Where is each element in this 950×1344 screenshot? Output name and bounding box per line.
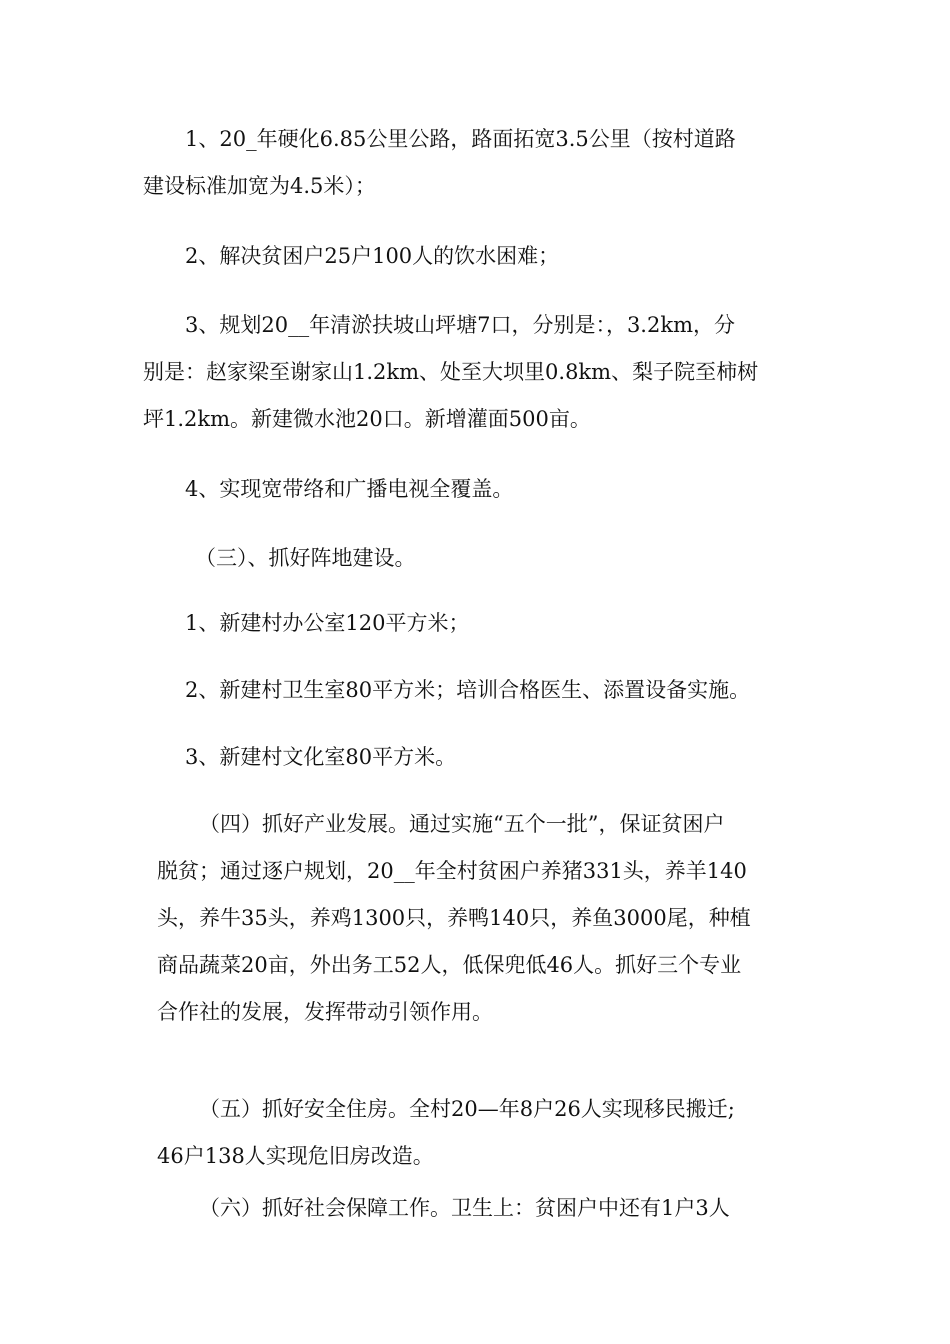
text-line: （六）抓好社会保障工作。卫生上：贫困户中还有1户3人 [199, 1196, 730, 1220]
paragraph-pond-dredging [143, 302, 811, 443]
paragraph-broadband-coverage [143, 466, 811, 513]
text-line: 2、解决贫困户25户100人的饮水困难； [185, 244, 560, 268]
paragraph-industry-development [143, 801, 811, 1036]
text-line: 1、20_年硬化6.85公里公路，路面拓宽3.5公里（按村道路 [185, 127, 736, 151]
paragraph-drinking-water [143, 233, 811, 280]
text-line: 2、新建村卫生室80平方米；培训合格医生、添置设备实施。 [185, 678, 751, 702]
text-line: 3、新建村文化室80平方米。 [185, 745, 457, 769]
section-heading-site-construction [143, 535, 811, 582]
text-line: （五）抓好安全住房。全村20—年8户26人实现移民搬迁; [199, 1097, 735, 1121]
paragraph-clinic [143, 667, 811, 714]
text-line: 合作社的发展，发挥带动引领作用。 [157, 1000, 493, 1024]
paragraph-village-office [143, 600, 811, 647]
text-line: 坪1.2km。新建微水池20口。新增灌面500亩。 [143, 407, 591, 431]
text-line: 脱贫；通过逐户规划，20__年全村贫困户养猪331头，养羊140 [157, 859, 747, 883]
text-line: 46户138人实现危旧房改造。 [157, 1144, 434, 1168]
text-line: （四）抓好产业发展。通过实施“五个一批”，保证贫困户 [199, 812, 725, 836]
text-line: 头，养牛35头，养鸡1300只，养鸭140只，养鱼3000尾，种植 [157, 906, 751, 930]
paragraph-safe-housing [143, 1086, 811, 1180]
text-line: 1、新建村办公室120平方米； [185, 611, 470, 635]
text-line: 别是：赵家梁至谢家山1.2km、处至大坝里0.8km、梨子院至柿树 [143, 360, 759, 384]
text-line: 商品蔬菜20亩，外出务工52人，低保兜低46人。抓好三个专业 [157, 953, 742, 977]
text-line: 3、规划20__年清淤扶坡山坪塘7口，分别是：，3.2km，分 [185, 313, 735, 337]
paragraph-road-hardening [143, 116, 811, 210]
paragraph-social-security [143, 1185, 811, 1232]
text-line: 4、实现宽带络和广播电视全覆盖。 [185, 477, 514, 501]
paragraph-culture-room [143, 734, 811, 781]
text-line: （三）、抓好阵地建设。 [195, 546, 416, 570]
text-line: 建设标准加宽为4.5米）； [143, 174, 376, 198]
